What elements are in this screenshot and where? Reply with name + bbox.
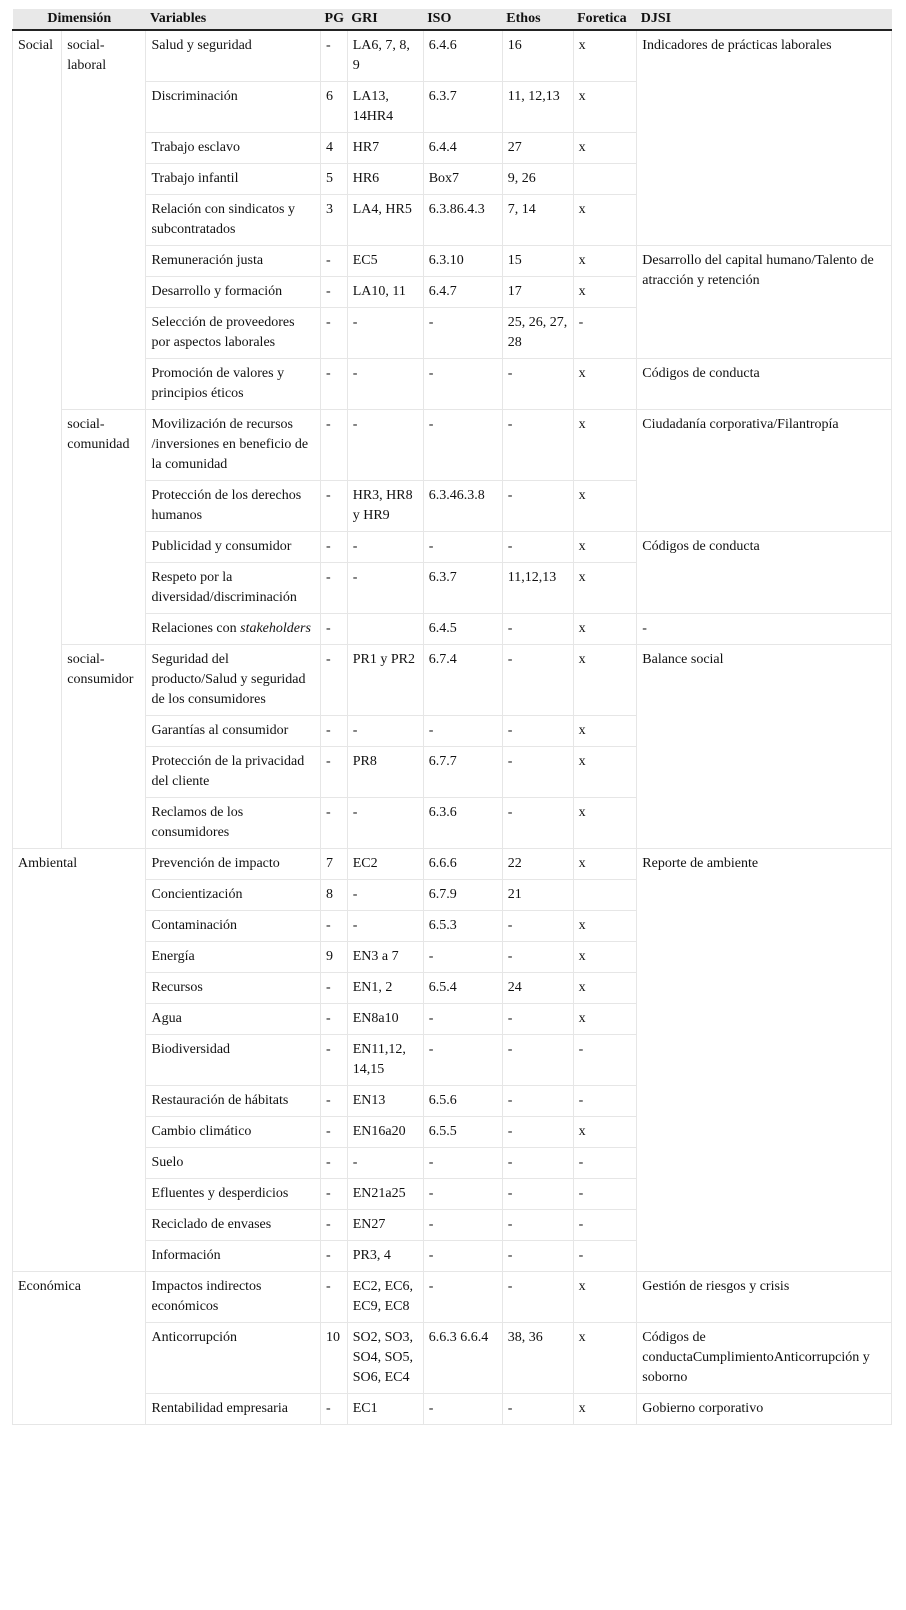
cell-variable: Trabajo esclavo <box>146 133 321 164</box>
cell-ethos: - <box>502 716 573 747</box>
variable-italic-text: stakeholders <box>240 621 311 636</box>
cell-gri: LA10, 11 <box>347 277 423 308</box>
cell-iso: 6.4.5 <box>423 614 502 645</box>
header-djsi: DJSI <box>637 9 892 30</box>
cell-variable: Información <box>146 1241 321 1272</box>
cell-ethos: 21 <box>502 880 573 911</box>
cell-variable: Reclamos de los consumidores <box>146 798 321 849</box>
cell-foretica: x <box>573 481 637 532</box>
cell-foretica: x <box>573 614 637 645</box>
cell-gri: - <box>347 798 423 849</box>
cell-pg: 5 <box>321 164 348 195</box>
cell-iso: 6.3.6 <box>423 798 502 849</box>
cell-foretica: - <box>573 1148 637 1179</box>
cell-gri: - <box>347 308 423 359</box>
cell-variable: Impactos indirectos económicos <box>146 1272 321 1323</box>
cell-djsi: Ciudadanía corporativa/Filantropía <box>637 410 892 532</box>
cell-foretica: - <box>573 1210 637 1241</box>
cell-gri: EN16a20 <box>347 1117 423 1148</box>
cell-ethos: - <box>502 614 573 645</box>
cell-ethos: 16 <box>502 30 573 82</box>
cell-foretica: x <box>573 133 637 164</box>
cell-pg: - <box>321 1004 348 1035</box>
cell-foretica: x <box>573 532 637 563</box>
cell-gri: - <box>347 880 423 911</box>
cell-iso: 6.4.7 <box>423 277 502 308</box>
cell-variable: Concientización <box>146 880 321 911</box>
cell-foretica: - <box>573 1086 637 1117</box>
cell-ethos: 17 <box>502 277 573 308</box>
cell-ethos: - <box>502 798 573 849</box>
cell-foretica: x <box>573 973 637 1004</box>
subdimension-comunidad: social-comunidad <box>62 410 146 645</box>
cell-ethos: 9, 26 <box>502 164 573 195</box>
cell-iso: 6.6.6 <box>423 849 502 880</box>
cell-iso: - <box>423 410 502 481</box>
cell-iso: 6.5.4 <box>423 973 502 1004</box>
cell-gri: EN8a10 <box>347 1004 423 1035</box>
header-foretica: Foretica <box>573 9 637 30</box>
cell-pg: - <box>321 1179 348 1210</box>
cell-gri: EN11,12, 14,15 <box>347 1035 423 1086</box>
cell-gri: EN21a25 <box>347 1179 423 1210</box>
table-row <box>13 849 892 880</box>
cell-ethos: - <box>502 481 573 532</box>
cell-gri: - <box>347 532 423 563</box>
header-pg: PG <box>321 9 348 30</box>
cell-variable: Protección de los derechos humanos <box>146 481 321 532</box>
cell-ethos: 25, 26, 27, 28 <box>502 308 573 359</box>
cell-pg: - <box>321 798 348 849</box>
cell-iso: - <box>423 1179 502 1210</box>
cell-pg: - <box>321 911 348 942</box>
cell-variable: Desarrollo y formación <box>146 277 321 308</box>
cell-pg: 8 <box>321 880 348 911</box>
cell-variable <box>146 614 321 645</box>
cell-foretica: x <box>573 716 637 747</box>
cell-gri: PR8 <box>347 747 423 798</box>
cell-gri: - <box>347 359 423 410</box>
cell-gri: HR6 <box>347 164 423 195</box>
header-row <box>13 9 892 30</box>
cell-pg: - <box>321 1148 348 1179</box>
cell-iso: 6.3.7 <box>423 82 502 133</box>
cell-variable: Selección de proveedores por aspectos laborales <box>146 308 321 359</box>
cell-pg: 6 <box>321 82 348 133</box>
cell-iso: - <box>423 532 502 563</box>
cell-djsi: Gestión de riesgos y crisis <box>637 1272 892 1323</box>
cell-iso: 6.3.7 <box>423 563 502 614</box>
cell-foretica: - <box>573 1035 637 1086</box>
cell-iso: - <box>423 942 502 973</box>
cell-djsi: Códigos de conductaCumplimientoAnticorrupción y soborno <box>637 1323 892 1394</box>
cell-pg: - <box>321 1086 348 1117</box>
cell-ethos: 11, 12,13 <box>502 82 573 133</box>
cell-gri: EC1 <box>347 1394 423 1425</box>
cell-foretica: x <box>573 1004 637 1035</box>
cell-ethos: 7, 14 <box>502 195 573 246</box>
cell-iso: - <box>423 1241 502 1272</box>
cell-variable: Anticorrupción <box>146 1323 321 1394</box>
header-dimension: Dimensión <box>13 9 146 30</box>
cell-iso: 6.3.86.4.3 <box>423 195 502 246</box>
cell-iso: 6.4.6 <box>423 30 502 82</box>
table-row <box>13 645 892 716</box>
cell-ethos: - <box>502 1117 573 1148</box>
cell-gri: LA6, 7, 8, 9 <box>347 30 423 82</box>
cell-variable: Publicidad y consumidor <box>146 532 321 563</box>
cell-iso: 6.7.7 <box>423 747 502 798</box>
cell-ethos: 22 <box>502 849 573 880</box>
cell-foretica: x <box>573 410 637 481</box>
header-iso: ISO <box>423 9 502 30</box>
cell-iso: - <box>423 1148 502 1179</box>
cell-pg: - <box>321 614 348 645</box>
cell-gri: - <box>347 563 423 614</box>
cell-iso: - <box>423 1272 502 1323</box>
cell-gri: HR7 <box>347 133 423 164</box>
cell-pg: - <box>321 716 348 747</box>
cell-pg: - <box>321 410 348 481</box>
cell-ethos: - <box>502 410 573 481</box>
cell-pg: 7 <box>321 849 348 880</box>
cell-foretica: x <box>573 911 637 942</box>
cell-foretica: x <box>573 942 637 973</box>
cell-ethos: 38, 36 <box>502 1323 573 1394</box>
table-row <box>13 410 892 481</box>
cell-ethos: - <box>502 942 573 973</box>
indicator-table-container <box>12 9 892 1425</box>
cell-foretica: x <box>573 277 637 308</box>
indicator-table <box>12 9 892 1425</box>
cell-variable: Restauración de hábitats <box>146 1086 321 1117</box>
cell-iso: 6.5.5 <box>423 1117 502 1148</box>
cell-foretica: x <box>573 849 637 880</box>
cell-pg: - <box>321 645 348 716</box>
cell-gri: EN3 a 7 <box>347 942 423 973</box>
cell-iso: - <box>423 359 502 410</box>
cell-iso: 6.4.4 <box>423 133 502 164</box>
cell-pg: - <box>321 1035 348 1086</box>
cell-gri: SO2, SO3, SO4, SO5, SO6, EC4 <box>347 1323 423 1394</box>
cell-pg: 4 <box>321 133 348 164</box>
cell-gri: EN1, 2 <box>347 973 423 1004</box>
cell-foretica: x <box>573 563 637 614</box>
cell-pg: - <box>321 1210 348 1241</box>
cell-foretica: x <box>573 798 637 849</box>
cell-foretica: x <box>573 246 637 277</box>
cell-variable: Seguridad del producto/Salud y seguridad de los consumidores <box>146 645 321 716</box>
cell-pg: 3 <box>321 195 348 246</box>
cell-djsi: Códigos de conducta <box>637 359 892 410</box>
table-row <box>13 30 892 82</box>
cell-ethos: 24 <box>502 973 573 1004</box>
cell-foretica: x <box>573 30 637 82</box>
variable-text: Relaciones con <box>151 621 241 636</box>
cell-foretica: x <box>573 82 637 133</box>
cell-pg: - <box>321 1272 348 1323</box>
cell-ethos: - <box>502 1179 573 1210</box>
cell-pg: - <box>321 30 348 82</box>
cell-variable: Agua <box>146 1004 321 1035</box>
cell-gri: EC2, EC6, EC9, EC8 <box>347 1272 423 1323</box>
cell-variable: Salud y seguridad <box>146 30 321 82</box>
cell-pg: - <box>321 532 348 563</box>
cell-gri: - <box>347 716 423 747</box>
cell-foretica: - <box>573 1241 637 1272</box>
header-variables: Variables <box>146 9 321 30</box>
dimension-economica: Económica <box>13 1272 146 1425</box>
cell-pg: - <box>321 973 348 1004</box>
cell-pg: 9 <box>321 942 348 973</box>
cell-variable: Efluentes y desperdicios <box>146 1179 321 1210</box>
cell-iso: 6.5.3 <box>423 911 502 942</box>
cell-ethos: - <box>502 911 573 942</box>
cell-iso: 6.3.46.3.8 <box>423 481 502 532</box>
cell-djsi: Desarrollo del capital humano/Talento de atracción y retención <box>637 246 892 359</box>
cell-iso: - <box>423 1035 502 1086</box>
cell-ethos: - <box>502 645 573 716</box>
cell-variable: Reciclado de envases <box>146 1210 321 1241</box>
cell-pg: - <box>321 277 348 308</box>
cell-variable: Movilización de recursos /inversiones en beneficio de la comunidad <box>146 410 321 481</box>
cell-variable: Rentabilidad empresaria <box>146 1394 321 1425</box>
cell-variable: Garantías al consumidor <box>146 716 321 747</box>
cell-variable: Respeto por la diversidad/discriminación <box>146 563 321 614</box>
cell-iso: 6.6.3 6.6.4 <box>423 1323 502 1394</box>
cell-foretica: x <box>573 195 637 246</box>
cell-gri: - <box>347 1148 423 1179</box>
cell-foretica: - <box>573 1179 637 1210</box>
cell-foretica <box>573 164 637 195</box>
cell-iso: 6.3.10 <box>423 246 502 277</box>
cell-gri: LA4, HR5 <box>347 195 423 246</box>
cell-foretica: - <box>573 308 637 359</box>
cell-pg: - <box>321 563 348 614</box>
cell-gri: PR3, 4 <box>347 1241 423 1272</box>
cell-gri: HR3, HR8 y HR9 <box>347 481 423 532</box>
cell-variable: Suelo <box>146 1148 321 1179</box>
cell-foretica <box>573 880 637 911</box>
cell-ethos: - <box>502 1210 573 1241</box>
cell-iso: - <box>423 308 502 359</box>
cell-pg: - <box>321 246 348 277</box>
cell-ethos: 27 <box>502 133 573 164</box>
subdimension-consumidor: social-consumidor <box>62 645 146 849</box>
cell-pg: - <box>321 1394 348 1425</box>
cell-djsi: Indicadores de prácticas laborales <box>637 30 892 246</box>
cell-iso: - <box>423 1394 502 1425</box>
header-ethos: Ethos <box>502 9 573 30</box>
header-gri: GRI <box>347 9 423 30</box>
cell-pg: - <box>321 481 348 532</box>
subdimension-laboral: social-laboral <box>62 30 146 410</box>
cell-iso: 6.7.9 <box>423 880 502 911</box>
cell-iso: 6.7.4 <box>423 645 502 716</box>
cell-ethos: - <box>502 1272 573 1323</box>
cell-djsi: - <box>637 614 892 645</box>
cell-gri: EC2 <box>347 849 423 880</box>
cell-variable: Recursos <box>146 973 321 1004</box>
cell-pg: - <box>321 359 348 410</box>
cell-ethos: - <box>502 1035 573 1086</box>
cell-foretica: x <box>573 359 637 410</box>
cell-djsi: Códigos de conducta <box>637 532 892 614</box>
cell-ethos: - <box>502 747 573 798</box>
cell-ethos: - <box>502 359 573 410</box>
cell-pg: - <box>321 1117 348 1148</box>
cell-ethos: - <box>502 1004 573 1035</box>
cell-variable: Biodiversidad <box>146 1035 321 1086</box>
cell-variable: Prevención de impacto <box>146 849 321 880</box>
cell-foretica: x <box>573 747 637 798</box>
cell-variable: Contaminación <box>146 911 321 942</box>
cell-iso: 6.5.6 <box>423 1086 502 1117</box>
cell-foretica: x <box>573 1323 637 1394</box>
cell-ethos: 11,12,13 <box>502 563 573 614</box>
cell-gri: EC5 <box>347 246 423 277</box>
cell-djsi: Reporte de ambiente <box>637 849 892 1272</box>
cell-gri <box>347 614 423 645</box>
cell-variable: Trabajo infantil <box>146 164 321 195</box>
cell-foretica: x <box>573 1394 637 1425</box>
cell-variable: Cambio climático <box>146 1117 321 1148</box>
cell-foretica: x <box>573 645 637 716</box>
cell-ethos: - <box>502 532 573 563</box>
cell-ethos: - <box>502 1241 573 1272</box>
dimension-social: Social <box>13 30 62 849</box>
cell-pg: - <box>321 308 348 359</box>
cell-ethos: - <box>502 1086 573 1117</box>
cell-djsi: Balance social <box>637 645 892 849</box>
dimension-ambiental: Ambiental <box>13 849 146 1272</box>
cell-iso: - <box>423 1004 502 1035</box>
cell-gri: EN13 <box>347 1086 423 1117</box>
cell-pg: - <box>321 747 348 798</box>
cell-variable: Energía <box>146 942 321 973</box>
cell-iso: - <box>423 716 502 747</box>
cell-gri: EN27 <box>347 1210 423 1241</box>
cell-ethos: 15 <box>502 246 573 277</box>
cell-iso: - <box>423 1210 502 1241</box>
cell-variable: Relación con sindicatos y subcontratados <box>146 195 321 246</box>
cell-variable: Protección de la privacidad del cliente <box>146 747 321 798</box>
cell-gri: - <box>347 911 423 942</box>
cell-djsi: Gobierno corporativo <box>637 1394 892 1425</box>
cell-ethos: - <box>502 1148 573 1179</box>
cell-ethos: - <box>502 1394 573 1425</box>
cell-iso: Box7 <box>423 164 502 195</box>
cell-pg: - <box>321 1241 348 1272</box>
cell-gri: PR1 y PR2 <box>347 645 423 716</box>
cell-variable: Discriminación <box>146 82 321 133</box>
cell-foretica: x <box>573 1117 637 1148</box>
cell-gri: - <box>347 410 423 481</box>
cell-variable: Promoción de valores y principios éticos <box>146 359 321 410</box>
table-row <box>13 1272 892 1323</box>
cell-variable: Remuneración justa <box>146 246 321 277</box>
cell-foretica: x <box>573 1272 637 1323</box>
cell-pg: 10 <box>321 1323 348 1394</box>
cell-gri: LA13, 14HR4 <box>347 82 423 133</box>
